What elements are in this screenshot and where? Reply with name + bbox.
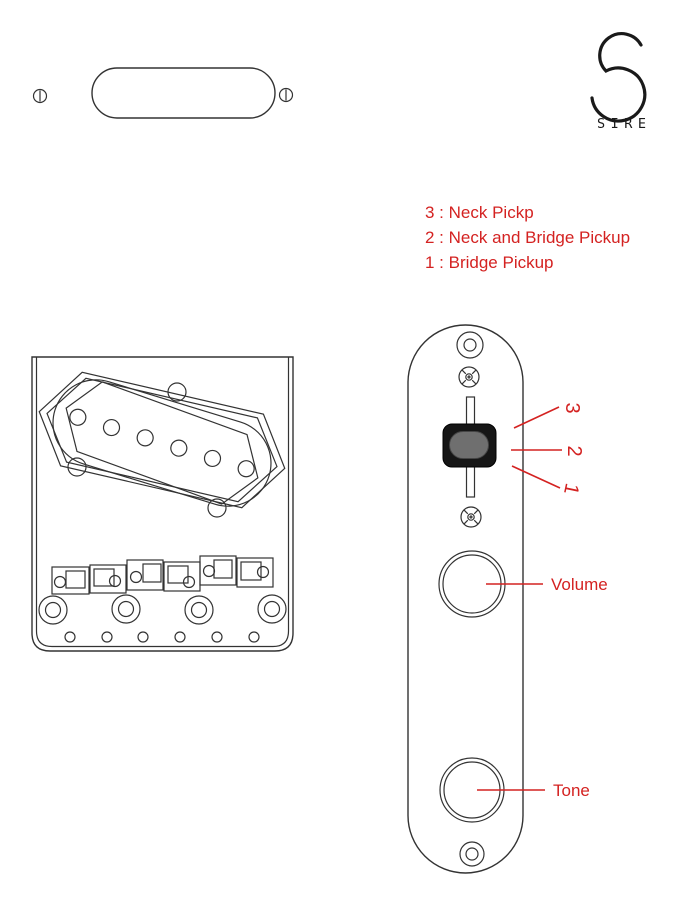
saddle-3 (127, 560, 163, 590)
neck-pickup-cover (34, 68, 293, 118)
bridge-saddles (52, 556, 273, 594)
saddle-5 (200, 556, 236, 585)
neck-pickup-screw-right-icon (280, 89, 293, 102)
neck-pickup-cover-outline (92, 68, 275, 118)
saddle-2 (90, 565, 126, 593)
pickup-selector-switch (443, 424, 496, 467)
saddle-4 (164, 562, 200, 591)
sire-logo (592, 34, 652, 132)
switch-legend (425, 203, 630, 272)
bridge-mounting-screws (39, 595, 286, 624)
neck-pickup-screw-left-icon (34, 90, 47, 103)
plate-screw-hole-top-icon (457, 332, 483, 358)
switch-position-2-label: 2 (563, 445, 585, 457)
saddle-1 (52, 567, 89, 594)
annotations (477, 402, 608, 800)
legend-line-3: 3 : Neck Pickp (425, 203, 534, 222)
sire-logo-s-icon (592, 34, 645, 121)
saddle-6 (237, 558, 273, 587)
leader-line-position-3 (514, 407, 559, 428)
switch-tip (450, 432, 489, 459)
bridge-plate-inner-outline (37, 357, 289, 647)
switch-position-3-label: 3 (561, 402, 583, 414)
leader-line-position-1 (512, 466, 560, 488)
switch-screw-bottom-icon (461, 507, 481, 527)
plate-screw-hole-bottom-icon (460, 842, 484, 866)
bridge-plate-assembly (28, 357, 295, 651)
bridge-plate-outline (32, 357, 293, 651)
string-through-holes (65, 632, 259, 642)
bridge-pickup-top-plate (53, 373, 270, 512)
pickup-height-screw-left-icon (68, 458, 86, 476)
volume-label: Volume (551, 575, 608, 594)
switch-screw-top-icon (459, 367, 479, 387)
tone-label: Tone (553, 781, 590, 800)
legend-line-1: 1 : Bridge Pickup (425, 253, 554, 272)
sire-logo-text: SIRE (597, 116, 652, 132)
legend-line-2: 2 : Neck and Bridge Pickup (425, 228, 631, 247)
pickup-height-screw-top-icon (168, 383, 186, 401)
bridge-pickup-rout (28, 365, 295, 515)
switch-position-1-label: 1 (559, 481, 583, 497)
